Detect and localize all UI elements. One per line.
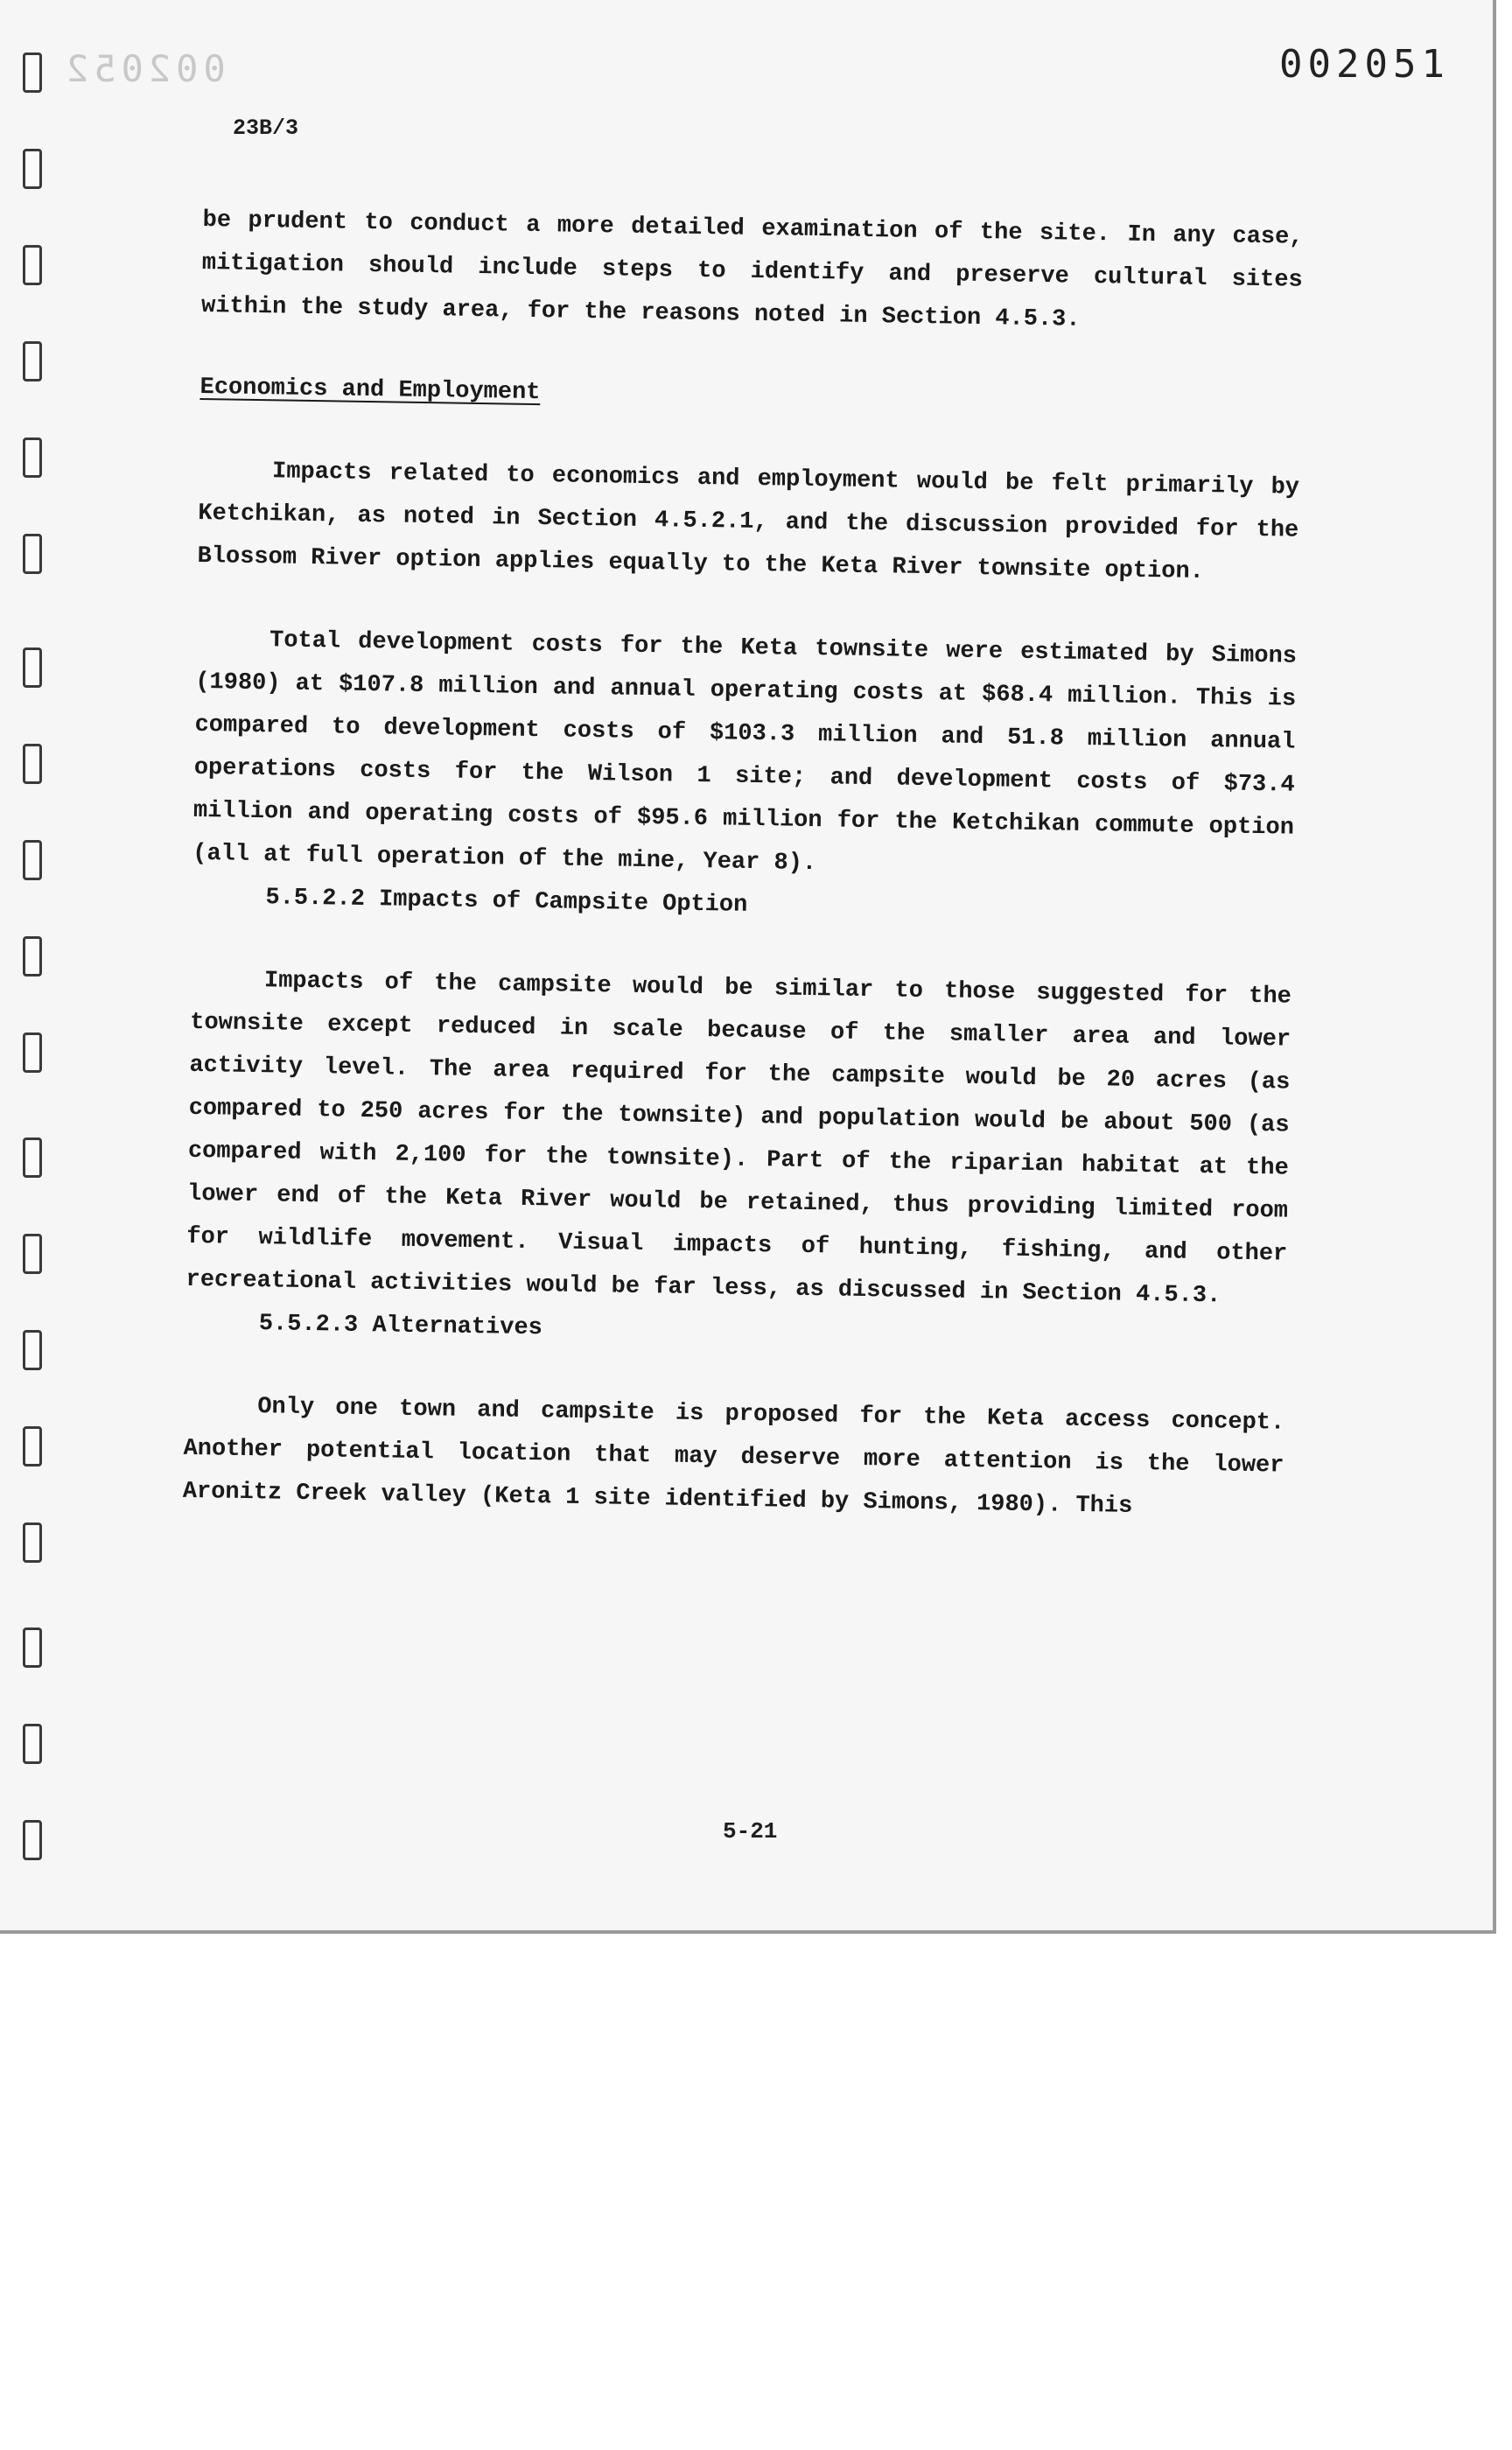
binder-hole: [23, 1138, 42, 1178]
binder-hole: [23, 1820, 42, 1860]
binder-hole: [23, 936, 42, 976]
binder-hole: [23, 1426, 42, 1466]
binder-hole: [23, 1032, 42, 1073]
continuation-paragraph: be prudent to conduct a more detailed examination of the site. In any case, mitigation should include steps to identify and preserve cultural sites within the study area, for the reasons noted in Section 4.5.3.: [200, 206, 1304, 333]
reference-code: 23B/3: [233, 116, 299, 141]
section-heading-economics: Economics and Employment: [200, 374, 541, 407]
binder-hole: [23, 1522, 42, 1563]
body-text: [182, 200, 1303, 1531]
campsite-paragraph: Impacts of the campsite would be similar to those suggested for the townsite except reduced in scale because of the smaller area and lower activity level. The area required for the campsite would be 20 acres (as compared to 250 acres for the townsite) and population would be about 500 (as compared with 2,100 for the townsite). Part of the riparian habitat at the lower end of the Keta River would be retained, thus providing limited room for wildlife movement. Visual impacts of hunting, fishing, and other recreational activities would be far less, as discussed in Section 4.5.3.: [186, 968, 1292, 1310]
page-number: 5-21: [723, 1818, 778, 1844]
binder-hole: [23, 438, 42, 478]
binder-hole: [23, 648, 42, 688]
binder-hole: [23, 245, 42, 285]
binder-hole: [23, 1234, 42, 1274]
alternatives-paragraph: Only one town and campsite is proposed for the Keta access concept. Another potential location that may deserve more attention is the lower Aronitz Creek valley (Keta 1 site identified by Simons, 1980). This: [182, 1394, 1285, 1520]
economics-paragraph-1: Impacts related to economics and employment would be felt primarily by Ketchikan, as noted in Section 4.5.2.1, and the discussion provided for the Blossom River option applies equally to the Keta River townsite option.: [197, 458, 1300, 586]
binder-hole: [23, 744, 42, 784]
section-heading-alternatives: 5.5.2.3 Alternatives: [258, 1311, 543, 1342]
binder-hole: [23, 840, 42, 880]
economics-paragraph-2: Total development costs for the Keta townsite were estimated by Simons (1980) at $107.8 million and annual operating costs at $68.4 million. This is compared to development costs of $103.3 million and 51.8 million annual operations costs for the Wilson 1 site; and development costs of $73.4 million and operating costs of $95.6 million for the Ketchikan commute option (all at full operation of the mine, Year 8).: [192, 627, 1298, 878]
binder-hole: [23, 341, 42, 382]
binder-hole: [23, 534, 42, 574]
binder-hole: [23, 1330, 42, 1370]
binder-hole: [23, 1724, 42, 1764]
binder-hole: [23, 52, 42, 93]
binder-hole: [23, 149, 42, 189]
document-number: 002051: [1279, 42, 1450, 87]
binder-hole: [23, 1628, 42, 1668]
bleed-through-number: 002052: [61, 47, 226, 90]
section-heading-campsite: 5.5.2.2 Impacts of Campsite Option: [265, 885, 748, 919]
